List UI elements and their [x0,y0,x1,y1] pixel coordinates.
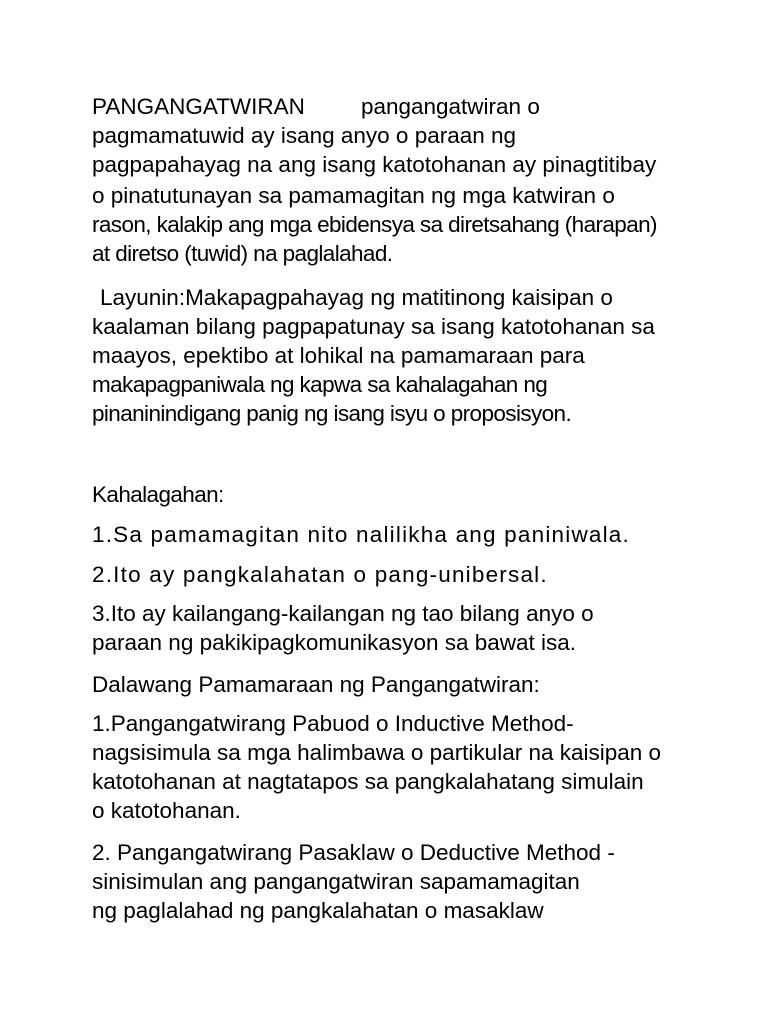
method1-line-1: 1.Pangangatwirang Pabuod o Inductive Method- [92,711,574,736]
method1-line-3: katotohanan at nagtatapos sa pangkalahatang simulain [92,769,644,794]
intro-line-3: pagpapahayag na ang isang katotohanan ay pinagtitibay [92,152,657,177]
pamamaraan-heading: Dalawang Pamamaraan ng Pangangatwiran: [92,672,540,697]
intro-line-4: o pinatutunayan sa pamamagitan ng mga katwiran o [92,183,615,208]
layunin-line-2: kaalaman bilang pagpapatunay sa isang katotohanan sa [92,314,655,339]
intro-term: PANGANGATWIRAN [92,94,305,119]
kahalagahan-item-3-cont: paraan ng pakikipagkomunikasyon sa bawat isa. [92,630,577,655]
kahalagahan-item-3: 3.Ito ay kailangang-kailangan ng tao bilang anyo o [92,601,594,626]
intro-line-5: rason, kalakip ang mga ebidensya sa diretsahang (harapan) [92,212,657,237]
method2-line-1: 2. Pangangatwirang Pasaklaw o Deductive Method - [92,840,615,865]
intro-line-2: pagmamatuwid ay isang anyo o paraan ng [92,123,517,148]
intro-line-6: at diretso (tuwid) na paglalahad. [92,241,393,266]
kahalagahan-item-2: 2.Ito ay pangkalahatan o pang-unibersal. [92,562,548,587]
layunin-line-3: maayos, epektibo at lohikal na pamamaraan para [92,343,585,368]
method2-line-3: ng paglalahad ng pangkalahatan o masaklaw [92,898,544,923]
layunin-line-1: Layunin:Makapagpahayag ng matitinong kaisipan o [100,285,613,310]
layunin-line-4: makapagpaniwala ng kapwa sa kahalagahan ng [92,372,548,397]
layunin-line-5: pinaninindigang panig ng isang isyu o proposisyon. [92,401,572,426]
method2-line-2: sinisimulan ang pangangatwiran sapamamagitan [92,869,580,894]
intro-line-1 [92,94,540,120]
kahalagahan-heading: Kahalagahan: [92,482,224,507]
method1-line-2: nagsisimula sa mga halimbawa o partikular na kaisipan o [92,740,662,765]
intro-line-1-text: pangangatwiran o [360,94,540,119]
kahalagahan-item-1: 1.Sa pamamagitan nito nalilikha ang paniniwala. [92,522,630,547]
method1-line-4: o katotohanan. [92,798,241,823]
